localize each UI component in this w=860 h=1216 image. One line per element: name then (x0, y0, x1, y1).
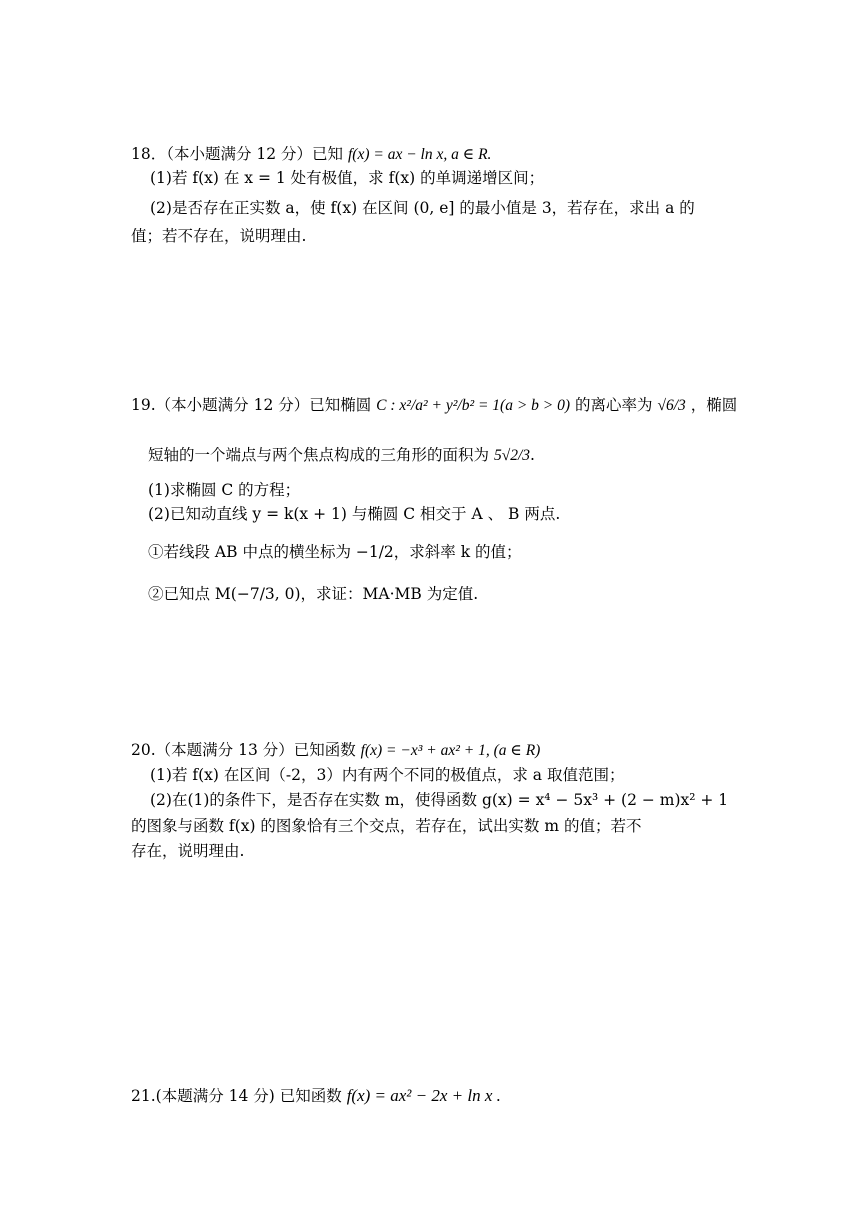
problem-20-part-2-cont-2: 存在，说明理由. (131, 842, 245, 860)
problem-19-header: 19.（本小题满分 12 分）已知椭圆 C : x²/a² + y²/b² = 1(a > b > 0) 的离心率为 √6/3 ，椭圆 (131, 396, 738, 414)
area-value: 5√2/3 (493, 447, 531, 464)
problem-18-formula: f(x) = ax − ln x, a ∈ R. (348, 146, 492, 163)
problem-18-part-2: (2)是否存在正实数 a，使 f(x) 在区间 (0, e] 的最小值是 3，若存在，求出 a 的 (150, 199, 695, 217)
problem-19-subpart-2: ②已知点 M(−7/3, 0)，求证：MA·MB 为定值. (148, 585, 479, 603)
problem-19-part-2: (2)已知动直线 y = k(x + 1) 与椭圆 C 相交于 A 、 B 两点. (148, 505, 561, 523)
problem-20-part-2: (2)在(1)的条件下，是否存在实数 m，使得函数 g(x) = x⁴ − 5x³ + (2 − m)x² + 1 (150, 791, 729, 809)
problem-19-formula: C : x²/a² + y²/b² = 1(a > b > 0) (376, 397, 571, 414)
problem-20-formula: f(x) = −x³ + ax² + 1, (a ∈ R) (360, 742, 541, 759)
problem-18-header: 18．（本小题满分 12 分）已知 f(x) = ax − ln x, a ∈ R. (131, 145, 492, 163)
problem-20-part-2-cont-1: 的图象与函数 f(x) 的图象恰有三个交点，若存在，试出实数 m 的值；若不 (131, 817, 642, 835)
problem-18-part-1: (1)若 f(x) 在 x = 1 处有极值，求 f(x) 的单调递增区间； (150, 169, 545, 187)
problem-21-header: 21.(本题满分 14 分) 已知函数 f(x) = ax² − 2x + ln x . (131, 1086, 501, 1105)
problem-20-header: 20.（本题满分 13 分）已知函数 f(x) = −x³ + ax² + 1, (a ∈ R) (131, 741, 541, 759)
problem-21-formula: f(x) = ax² − 2x + ln x . (346, 1086, 501, 1105)
problem-19-subpart-1: ①若线段 AB 中点的横坐标为 −1/2，求斜率 k 的值； (148, 543, 522, 561)
problem-19-line-2: 短轴的一个端点与两个焦点构成的三角形的面积为 5√2/3. (148, 446, 535, 464)
problem-20-part-1: (1)若 f(x) 在区间（-2，3）内有两个不同的极值点，求 a 取值范围； (150, 766, 625, 784)
problem-19-part-1: (1)求椭圆 C 的方程； (148, 481, 301, 499)
problem-18-part-2-cont: 值；若不存在，说明理由. (131, 227, 307, 245)
eccentricity-value: √6/3 (657, 397, 686, 414)
